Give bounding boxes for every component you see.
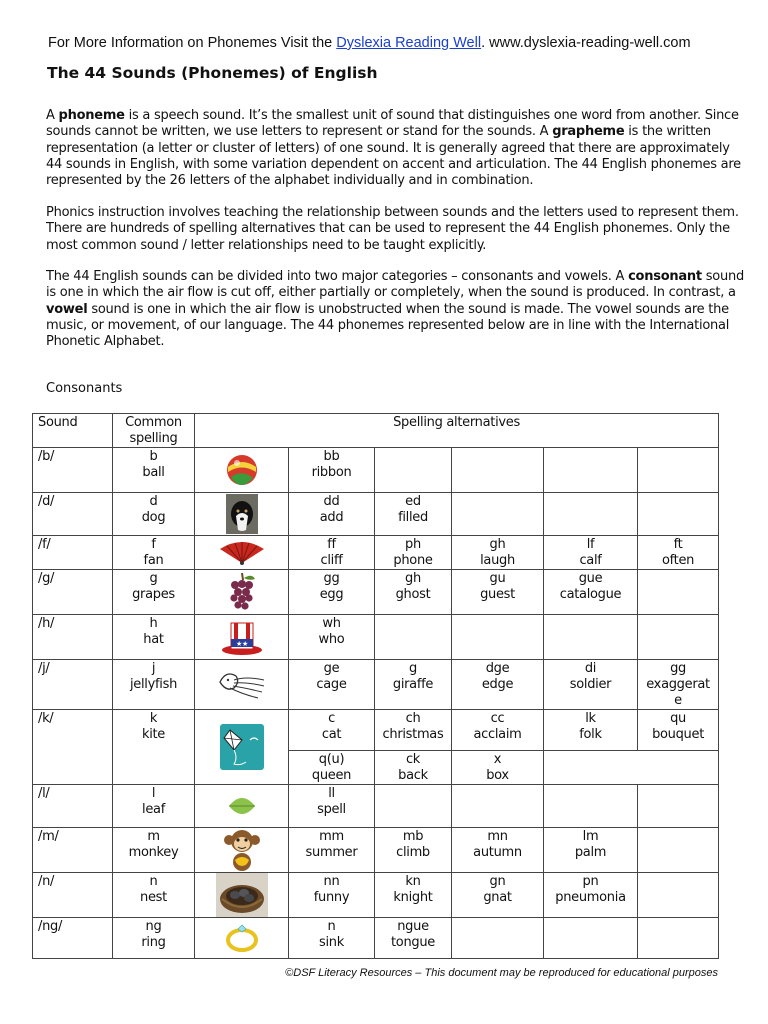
dyslexia-reading-well-link[interactable]: Dyslexia Reading Well xyxy=(336,35,482,51)
grapes-icon xyxy=(227,585,257,600)
grapheme-text: c xyxy=(328,711,335,726)
example-word-text: calf xyxy=(579,553,602,568)
table-row xyxy=(33,828,719,873)
header-common-line-2: spelling xyxy=(129,431,178,446)
common-spelling-cell xyxy=(113,918,195,959)
grapheme-text: gg xyxy=(323,571,340,586)
spelling-alternative-cell xyxy=(638,710,719,751)
table-row xyxy=(33,660,719,710)
spelling-alternative-cell xyxy=(375,536,452,570)
dog-icon xyxy=(226,507,258,522)
spelling-alternative-cell xyxy=(452,751,544,785)
grapheme-text: f xyxy=(151,537,156,552)
example-word-text: folk xyxy=(579,727,602,742)
spelling-alternative-cell xyxy=(289,785,375,828)
grapheme-text: bb xyxy=(323,449,340,464)
spelling-alternative-cell xyxy=(375,493,452,536)
example-word-text: dog xyxy=(141,510,166,525)
header-spelling-alternatives: Spelling alternatives xyxy=(195,414,719,448)
spelling-alternative-cell xyxy=(289,493,375,536)
common-spelling-cell xyxy=(113,710,195,785)
spelling-alternative-cell xyxy=(375,918,452,959)
example-word-text: exaggerat xyxy=(646,677,710,692)
grapheme-text: k xyxy=(149,711,158,726)
grapheme-text: di xyxy=(584,661,597,676)
grapheme-text: ngue xyxy=(397,919,429,934)
grapheme-text: b xyxy=(149,449,158,464)
example-word-text: ribbon xyxy=(311,465,352,480)
spelling-alternative-cell xyxy=(289,873,375,918)
grapheme-text: g xyxy=(409,661,417,676)
spelling-alternative-cell xyxy=(638,828,719,873)
example-word-text: bouquet xyxy=(652,727,704,742)
grapheme-text: ll xyxy=(328,786,335,801)
example-word-text: jellyfish xyxy=(129,677,178,692)
grapheme-text: h xyxy=(149,616,158,631)
spelling-alternative-cell xyxy=(375,785,452,828)
grapheme-text: cc xyxy=(490,711,505,726)
example-word-text: spell xyxy=(317,802,346,817)
example-word-text: soldier xyxy=(569,677,612,692)
sound-cell: /j/ xyxy=(33,660,113,710)
example-word-text: box xyxy=(486,768,509,783)
grapheme-text: gn xyxy=(489,874,506,889)
spelling-alternative-cell xyxy=(544,570,638,615)
example-word-text: queen xyxy=(311,768,352,783)
spelling-alternative-cell xyxy=(289,536,375,570)
table-row xyxy=(33,493,719,536)
spelling-alternative-cell xyxy=(375,710,452,751)
example-word-text: ring xyxy=(141,935,166,950)
spelling-alternative-cell xyxy=(638,873,719,918)
header-line xyxy=(48,35,748,51)
sound-cell: /ng/ xyxy=(33,918,113,959)
sound-cell: /l/ xyxy=(33,785,113,828)
table-row xyxy=(33,570,719,615)
example-word-text: guest xyxy=(480,587,515,602)
kite-icon xyxy=(220,740,264,755)
empty-cell xyxy=(544,751,719,785)
picture-cell xyxy=(195,873,289,918)
grapheme-text: pn xyxy=(582,874,599,889)
spelling-alternative-cell xyxy=(452,873,544,918)
spelling-alternative-cell xyxy=(289,570,375,615)
grapheme-text: j xyxy=(151,661,156,676)
spelling-alternative-cell xyxy=(452,660,544,710)
spelling-alternative-cell xyxy=(544,536,638,570)
table-row xyxy=(33,710,719,751)
grapheme-text: mn xyxy=(487,829,508,844)
spelling-alternative-cell xyxy=(452,536,544,570)
example-word-text: pneumonia xyxy=(555,890,626,905)
bold-term: grapheme xyxy=(552,124,625,140)
common-spelling-cell xyxy=(113,570,195,615)
spelling-alternative-cell xyxy=(452,570,544,615)
header-common-line-1: Common xyxy=(125,415,182,430)
spelling-alternative-cell xyxy=(544,873,638,918)
header-common-spelling xyxy=(113,414,195,448)
table-row xyxy=(33,873,719,918)
leaf-icon xyxy=(226,799,258,814)
grapheme-text: gh xyxy=(489,537,506,552)
ring-icon xyxy=(224,931,260,946)
spelling-alternative-cell xyxy=(638,615,719,660)
grapheme-text: gue xyxy=(578,571,603,586)
sound-cell: /g/ xyxy=(33,570,113,615)
example-word-text: add xyxy=(319,510,344,525)
picture-cell xyxy=(195,448,289,493)
picture-cell xyxy=(195,785,289,828)
grapheme-text: ng xyxy=(145,919,162,934)
spelling-alternative-cell xyxy=(452,615,544,660)
example-word-text: who xyxy=(318,632,345,647)
sound-cell: /k/ xyxy=(33,710,113,785)
spelling-alternative-cell xyxy=(375,448,452,493)
ball-icon xyxy=(225,463,259,478)
example-word-text: catalogue xyxy=(559,587,622,602)
spelling-alternative-cell xyxy=(452,785,544,828)
intro-paragraph-3 xyxy=(46,269,746,350)
spelling-alternative-cell xyxy=(544,710,638,751)
example-word-text: nest xyxy=(140,890,167,905)
grapheme-text: ck xyxy=(405,752,421,767)
grapheme-text: lf xyxy=(586,537,595,552)
sound-cell: /n/ xyxy=(33,873,113,918)
example-word-text: often xyxy=(661,553,695,568)
common-spelling-cell xyxy=(113,828,195,873)
spelling-alternative-cell xyxy=(638,536,719,570)
grapheme-text: gu xyxy=(489,571,506,586)
paragraph-text-run: A xyxy=(46,108,59,123)
header-sound: Sound xyxy=(33,414,113,448)
grapheme-text: lm xyxy=(582,829,599,844)
sound-cell: /m/ xyxy=(33,828,113,873)
table-header-row xyxy=(33,414,719,448)
bold-term: phoneme xyxy=(58,108,125,123)
spelling-alternative-cell xyxy=(638,448,719,493)
spelling-alternative-cell xyxy=(375,828,452,873)
hat-icon xyxy=(220,630,264,648)
common-spelling-cell xyxy=(113,785,195,828)
grapheme-text: ff xyxy=(327,537,336,552)
common-spelling-cell xyxy=(113,536,195,570)
paragraph-text-run: The 44 English sounds can be divided into two major categories – consonants and vowels. A xyxy=(46,269,629,284)
table-row xyxy=(33,918,719,959)
table-row xyxy=(33,615,719,660)
picture-cell xyxy=(195,918,289,959)
grapheme-text: g xyxy=(149,571,158,586)
spelling-alternative-cell xyxy=(289,828,375,873)
grapheme-text: x xyxy=(493,752,502,767)
bold-term: vowel xyxy=(46,301,88,317)
example-word-text: summer xyxy=(305,845,358,860)
example-word-text: egg xyxy=(319,587,344,602)
picture-cell xyxy=(195,710,289,785)
intro-paragraph-1 xyxy=(46,108,746,189)
sound-cell: /f/ xyxy=(33,536,113,570)
example-word-text: monkey xyxy=(128,845,179,860)
example-word-text: kite xyxy=(141,727,166,742)
grapheme-text: lk xyxy=(585,711,596,726)
sound-cell: /b/ xyxy=(33,448,113,493)
spelling-alternative-cell xyxy=(452,918,544,959)
grapheme-text: nn xyxy=(323,874,340,889)
common-spelling-cell xyxy=(113,493,195,536)
example-word-text: climb xyxy=(396,845,430,860)
spelling-alternative-cell xyxy=(375,660,452,710)
example-word-text: phone xyxy=(393,553,433,568)
example-word-text: funny xyxy=(313,890,350,905)
grapheme-text: d xyxy=(149,494,158,509)
common-spelling-cell xyxy=(113,448,195,493)
grapheme-text: dd xyxy=(323,494,340,509)
example-word-text: ball xyxy=(142,465,165,480)
spelling-alternative-cell xyxy=(452,710,544,751)
document-title: The 44 Sounds (Phonemes) of English xyxy=(47,64,378,82)
example-word-text: edge xyxy=(481,677,514,692)
example-word-text: christmas xyxy=(382,727,444,742)
spelling-alternative-cell xyxy=(375,751,452,785)
spelling-alternative-cell xyxy=(544,918,638,959)
paragraph-text-run: is a speech sound. It’s the smallest unit of sound that distinguishes one word from another. Since sounds cannot be written, we use letters to represent or stand for the sounds. A xyxy=(46,108,739,140)
spelling-alternative-cell xyxy=(375,615,452,660)
fan-icon xyxy=(217,545,267,560)
picture-cell xyxy=(195,536,289,570)
paragraph-text-run: sound is one in which the air flow is unobstructed when the sound is made. The vowel sounds are the music, or movement, of our language. The 44 phonemes represented below are in line with the International Phonetic Alphabet. xyxy=(46,301,730,350)
picture-cell xyxy=(195,660,289,710)
example-word-text: palm xyxy=(574,845,607,860)
example-word-text: fan xyxy=(143,553,164,568)
spelling-alternative-cell xyxy=(638,660,719,710)
paragraph-text-run: is the written representation (a letter or cluster of letters) of one sound. It is generally agreed that there are approximately 44 sounds in English, with some variation dependent on accent and articulation. The 44 English phonemes are represented by the 26 letters of the alphabet individually and in combination. xyxy=(46,124,741,189)
grapheme-text: ed xyxy=(405,494,421,509)
table-row xyxy=(33,785,719,828)
spelling-alternative-cell xyxy=(638,785,719,828)
example-word-text: cage xyxy=(316,677,347,692)
example-word-text: back xyxy=(398,768,428,783)
table-row xyxy=(33,536,719,570)
example-word-text: ghost xyxy=(395,587,431,602)
spelling-alternative-cell xyxy=(452,493,544,536)
grapheme-text: kn xyxy=(405,874,421,889)
spelling-alternative-cell xyxy=(544,493,638,536)
example-word-text: knight xyxy=(393,890,433,905)
grapheme-text: wh xyxy=(322,616,341,631)
spelling-alternative-cell xyxy=(289,751,375,785)
paragraph-text-run: sound is one in which the air flow is cut off, either partially or completely, when the sound is produced. In contrast, a xyxy=(46,269,744,301)
grapheme-text: gh xyxy=(405,571,421,586)
spelling-alternative-cell xyxy=(544,448,638,493)
grapheme-text: ft xyxy=(673,537,683,552)
picture-cell xyxy=(195,828,289,873)
example-word-text: gnat xyxy=(483,890,512,905)
spelling-alternative-cell xyxy=(544,660,638,710)
example-word-text: cliff xyxy=(320,553,343,568)
footer-copyright: ©DSF Literacy Resources – This document may be reproduced for educational purposes xyxy=(285,967,718,979)
common-spelling-cell xyxy=(113,660,195,710)
example-word-text: filled xyxy=(398,510,428,525)
consonant-phoneme-table xyxy=(32,413,719,959)
spelling-alternative-cell xyxy=(375,873,452,918)
monkey-icon xyxy=(223,843,261,858)
grapheme-text: mm xyxy=(319,829,344,844)
jellyfish-icon xyxy=(216,677,268,692)
sound-cell: /d/ xyxy=(33,493,113,536)
example-word-text: cat xyxy=(321,727,342,742)
spelling-alternative-cell xyxy=(638,493,719,536)
svg-text:★★: ★★ xyxy=(235,640,248,648)
spelling-alternative-cell xyxy=(289,448,375,493)
example-word-text: autumn xyxy=(473,845,522,860)
picture-cell xyxy=(195,615,289,660)
example-word-text: grapes xyxy=(132,587,175,602)
example-word-text: hat xyxy=(143,632,164,647)
grapheme-text: ch xyxy=(405,711,421,726)
sound-cell: /h/ xyxy=(33,615,113,660)
picture-cell xyxy=(195,493,289,536)
spelling-alternative-cell xyxy=(544,615,638,660)
spelling-alternative-cell xyxy=(289,710,375,751)
spelling-alternative-cell xyxy=(375,570,452,615)
grapheme-text: qu xyxy=(670,711,686,726)
grapheme-text: m xyxy=(147,829,160,844)
header-prefix: For More Information on Phonemes Visit the xyxy=(48,35,337,51)
grapheme-text: dge xyxy=(485,661,510,676)
spelling-alternative-cell xyxy=(638,570,719,615)
grapheme-text: n xyxy=(327,919,336,934)
example-word-text: giraffe xyxy=(392,677,434,692)
spelling-alternative-cell xyxy=(452,828,544,873)
spelling-alternative-cell xyxy=(544,785,638,828)
intro-paragraph-2 xyxy=(46,205,746,254)
example-word-text: sink xyxy=(319,935,344,950)
bold-term: consonant xyxy=(628,269,702,284)
example-word-text: laugh xyxy=(480,553,515,568)
common-spelling-cell xyxy=(113,615,195,660)
grapheme-text: gg xyxy=(670,661,686,676)
example-word-text: acclaim xyxy=(473,727,522,742)
spelling-alternative-cell xyxy=(289,918,375,959)
spelling-alternative-cell xyxy=(452,448,544,493)
example-word-text: leaf xyxy=(142,802,165,817)
spelling-alternative-cell xyxy=(638,918,719,959)
grapheme-text: q(u) xyxy=(318,752,345,767)
example-word-text: tongue xyxy=(391,935,435,950)
header-suffix: . www.dyslexia-reading-well.com xyxy=(481,35,691,51)
example-word-text: e xyxy=(674,693,682,708)
section-label-consonants: Consonants xyxy=(46,381,123,396)
spelling-alternative-cell xyxy=(544,828,638,873)
grapheme-text: n xyxy=(149,874,158,889)
spelling-alternative-cell xyxy=(289,660,375,710)
spelling-alternative-cell xyxy=(289,615,375,660)
paragraph-text-run: Phonics instruction involves teaching the relationship between sounds and the letters used to represent them. There are hundreds of spelling alternatives that can be used to represent the 44 English phonemes. Only the most common sound / letter relationships need to be taught explicitly. xyxy=(46,205,739,253)
common-spelling-cell xyxy=(113,873,195,918)
picture-cell xyxy=(195,570,289,615)
grapheme-text: l xyxy=(151,786,156,801)
nest-icon xyxy=(216,888,268,903)
table-row xyxy=(33,448,719,493)
grapheme-text: ph xyxy=(405,537,421,552)
grapheme-text: mb xyxy=(402,829,424,844)
grapheme-text: ge xyxy=(323,661,340,676)
